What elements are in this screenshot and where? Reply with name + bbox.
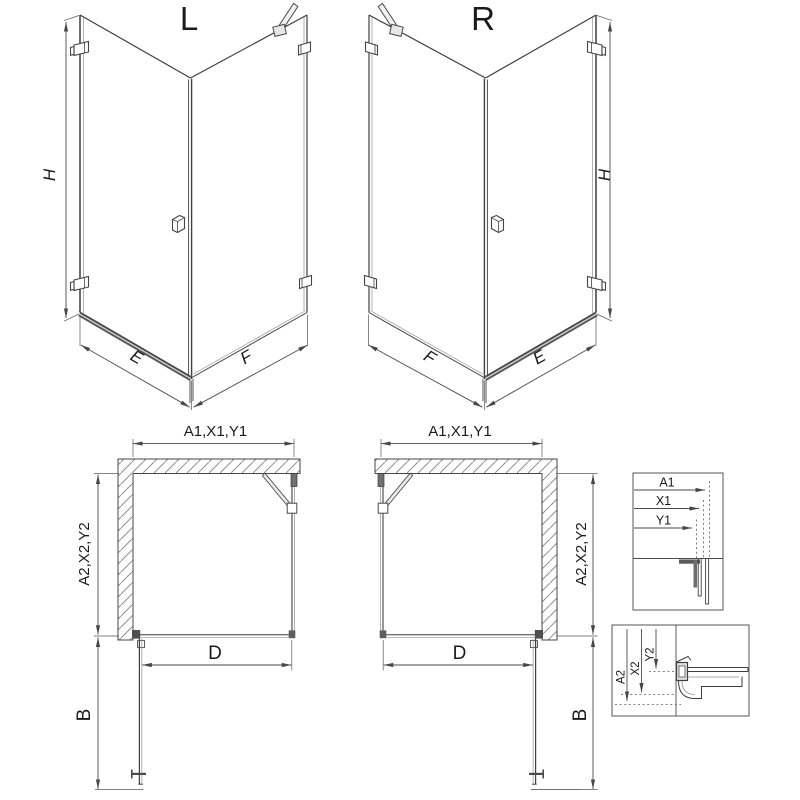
dim-label-height-left: H bbox=[40, 168, 59, 182]
detail-label-y2: Y2 bbox=[644, 647, 657, 662]
detail-depth-section bbox=[612, 625, 749, 716]
detail-label-y1: Y1 bbox=[655, 513, 672, 528]
detail-label-x1: X1 bbox=[655, 494, 672, 508]
dim-label-depth-left: A2,X2,Y2 bbox=[76, 522, 93, 586]
plan-left bbox=[74, 423, 300, 790]
view-3d-left-geometry bbox=[64, 3, 312, 410]
dim-label-f-left: F bbox=[237, 346, 256, 369]
detail-label-a1: A1 bbox=[659, 475, 675, 490]
dim-label-door-left: D bbox=[208, 643, 222, 664]
dim-label-swing-left: B bbox=[74, 708, 95, 722]
view-3d-left bbox=[40, 0, 312, 410]
dim-label-door-right: D bbox=[452, 643, 467, 664]
profile-cross-section bbox=[679, 559, 709, 605]
view-3d-right bbox=[365, 0, 615, 410]
variant-label-right: R bbox=[471, 0, 495, 37]
view-3d-right-geometry bbox=[365, 3, 613, 410]
dim-label-height-right: H bbox=[595, 168, 614, 182]
dim-label-width-left: A1,X1,Y1 bbox=[183, 423, 248, 440]
dim-label-width-right: A1,X1,Y1 bbox=[428, 423, 492, 440]
detail-label-x2: X2 bbox=[630, 661, 643, 676]
dim-label-swing-right: B bbox=[570, 708, 591, 722]
detail-width-section bbox=[633, 473, 723, 610]
detail-label-a2: A2 bbox=[615, 669, 628, 685]
dim-label-f-right: F bbox=[420, 346, 439, 369]
tray-cross-section bbox=[677, 657, 749, 699]
variant-label-left: L bbox=[179, 0, 199, 37]
plan-right bbox=[375, 423, 598, 790]
dim-label-e-left: E bbox=[127, 346, 147, 369]
dim-label-e-right: E bbox=[529, 346, 549, 369]
dim-label-depth-right: A2,X2,Y2 bbox=[573, 522, 590, 586]
